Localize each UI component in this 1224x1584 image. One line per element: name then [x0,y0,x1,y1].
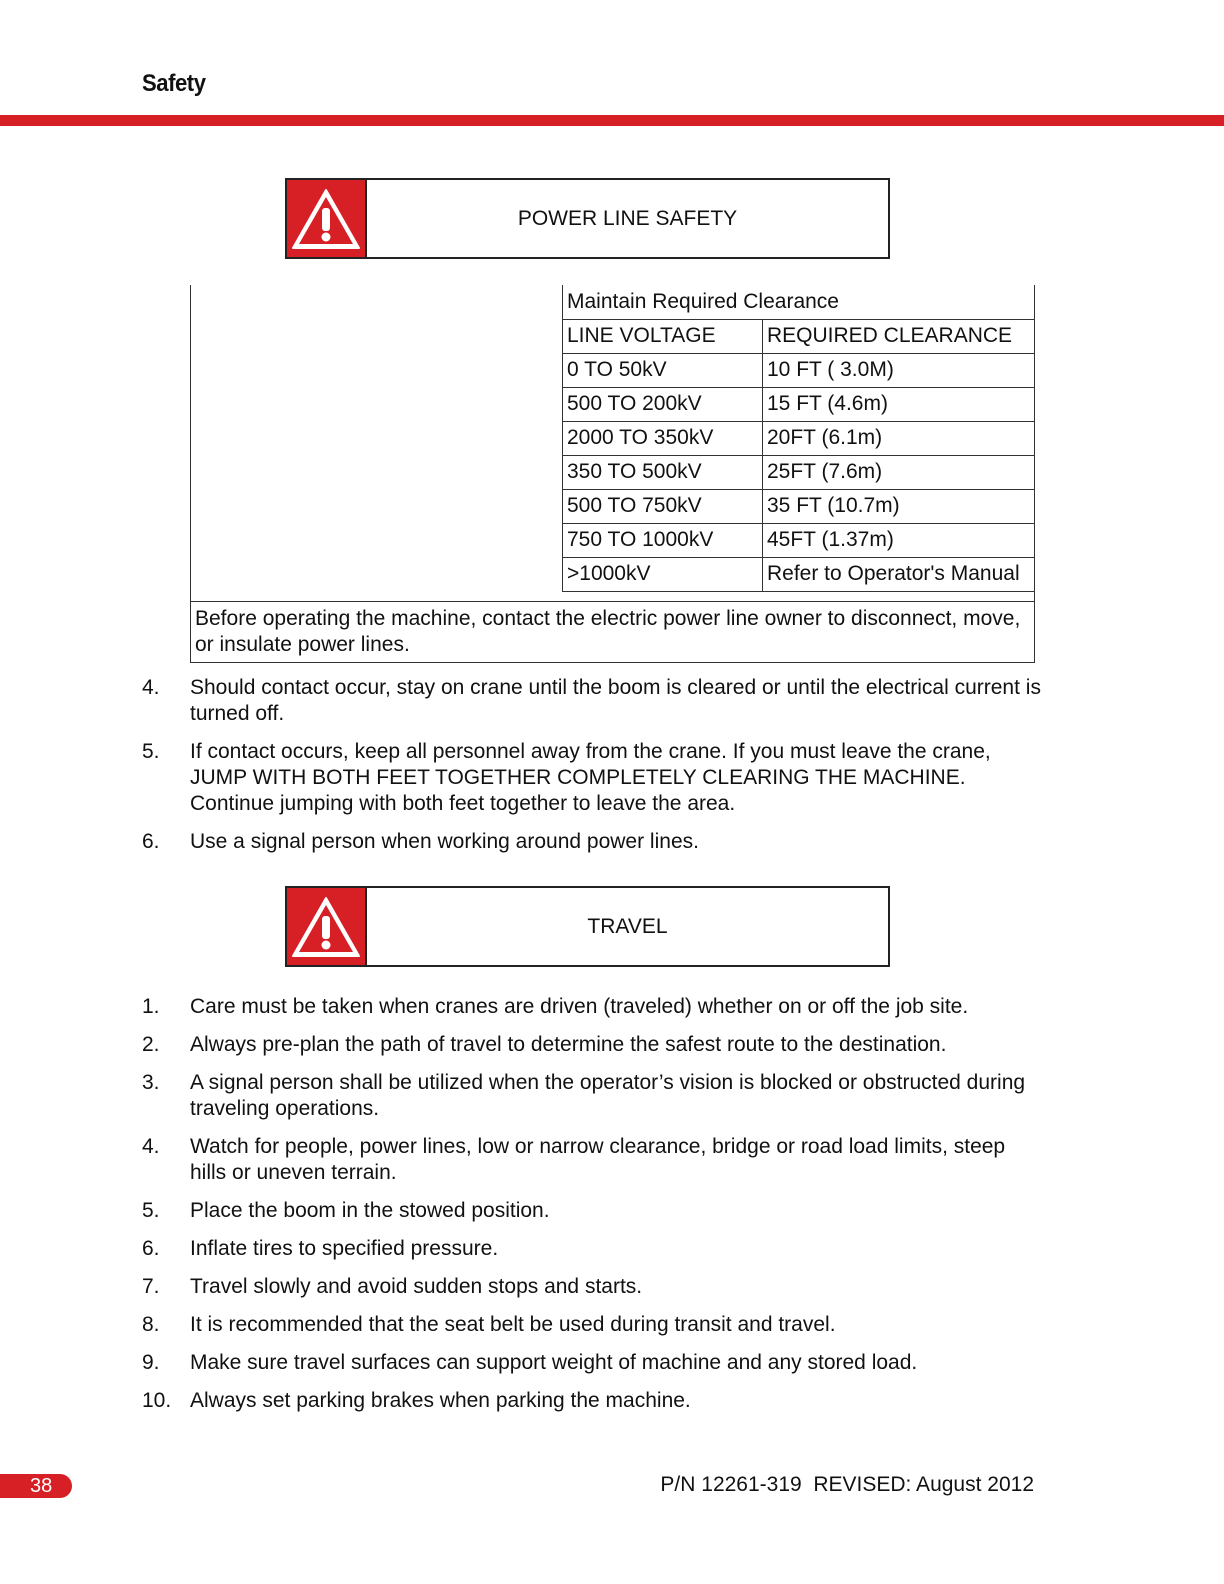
list-item-text: Care must be taken when cranes are driven (traveled) whether on or off the job site. [190,995,969,1018]
list-item-number: 10. [142,1389,172,1412]
column-header-required-clearance: REQUIRED CLEARANCE [763,319,1035,353]
list-item-number: 7. [142,1275,160,1298]
list-item [0,829,1224,855]
list-item-text: Use a signal person when working around power lines. [190,830,699,853]
list-item [0,1350,1224,1376]
list-item-number: 5. [142,740,160,763]
clearance-cell: 25FT (7.6m) [763,455,1035,489]
table-row [563,387,1035,421]
table-row [563,557,1035,591]
list-item-number: 2. [142,1033,160,1056]
list-item [0,1198,1224,1224]
voltage-cell: 500 TO 750kV [563,489,763,523]
list-item-number: 4. [142,1135,160,1158]
list-item [0,1274,1224,1300]
list-item [0,1236,1224,1262]
list-item [0,739,1224,817]
voltage-cell: 350 TO 500kV [563,455,763,489]
footer-part-number: P/N 12261-319 REVISED: August 2012 [660,1473,1034,1496]
list-item-text: A signal person shall be utilized when the operator’s vision is blocked or obstructed during traveling operations. [190,1071,1026,1120]
voltage-cell: 500 TO 200kV [563,387,763,421]
clearance-cell: 35 FT (10.7m) [763,489,1035,523]
page-number: 38 [30,1474,53,1497]
list-item-text: Travel slowly and avoid sudden stops and starts. [190,1275,643,1298]
clearance-table-header-row [563,319,1035,353]
list-item [0,994,1224,1020]
list-item-number: 3. [142,1071,160,1094]
list-item-text: Place the boom in the stowed position. [190,1199,550,1222]
voltage-cell: 2000 TO 350kV [563,421,763,455]
list-item [0,1312,1224,1338]
list-item [0,675,1224,727]
power-line-steps-list [0,675,1224,867]
list-item-text: Inflate tires to specified pressure. [190,1237,499,1260]
page-header-title: Safety [142,70,206,97]
table-row [563,523,1035,557]
list-item [0,1070,1224,1122]
list-item-number: 1. [142,995,160,1018]
list-item-text: It is recommended that the seat belt be used during transit and travel. [190,1313,836,1336]
travel-warning-box [285,886,890,967]
clearance-table [562,285,1035,592]
warning-label-power-line-safety: POWER LINE SAFETY [517,206,738,230]
list-item [0,1388,1224,1414]
clearance-cell: 10 FT ( 3.0M) [763,353,1035,387]
warning-triangle-icon [287,180,367,257]
voltage-cell: 750 TO 1000kV [563,523,763,557]
table-row [563,455,1035,489]
list-item-number: 8. [142,1313,160,1336]
clearance-cell: 20FT (6.1m) [763,421,1035,455]
voltage-cell: 0 TO 50kV [563,353,763,387]
column-header-line-voltage: LINE VOLTAGE [563,319,763,353]
list-item-number: 6. [142,1237,160,1260]
list-item-text: Should contact occur, stay on crane until the boom is cleared or until the electrical current is turned off. [190,676,1041,725]
table-row [563,353,1035,387]
list-item-text: Watch for people, power lines, low or narrow clearance, bridge or road load limits, steep hills or uneven terrain. [190,1135,1006,1184]
list-item-text: Always pre-plan the path of travel to determine the safest route to the destination. [190,1033,947,1056]
warning-label-travel: TRAVEL [587,914,668,938]
table-row [563,489,1035,523]
power-line-owner-note: Before operating the machine, contact the electric power line owner to disconnect, move, or insulate power lines. [190,601,1035,663]
travel-steps-list [0,994,1224,1426]
clearance-cell: Refer to Operator's Manual [763,557,1035,591]
clearance-cell: 45FT (1.37m) [763,523,1035,557]
clearance-cell: 15 FT (4.6m) [763,387,1035,421]
list-item [0,1032,1224,1058]
list-item [0,1134,1224,1186]
list-item-text: Make sure travel surfaces can support weight of machine and any stored load. [190,1351,918,1374]
header-rule [0,115,1224,126]
list-item-number: 6. [142,830,160,853]
list-item-number: 4. [142,676,160,699]
list-item-number: 9. [142,1351,160,1374]
power-line-safety-warning-box [285,178,890,259]
voltage-cell: >1000kV [563,557,763,591]
page-number-badge [0,1474,72,1498]
list-item-number: 5. [142,1199,160,1222]
list-item-text: If contact occurs, keep all personnel away from the crane. If you must leave the crane, JUMP WITH BOTH FEET TOGETHER COMPLETELY CLEARING THE MACHINE. Continue jumping with both feet together to leave the area. [190,740,991,815]
list-item-text: Always set parking brakes when parking the machine. [190,1389,691,1412]
clearance-table-title: Maintain Required Clearance [563,285,1035,319]
table-row [563,421,1035,455]
warning-triangle-icon [287,888,367,965]
